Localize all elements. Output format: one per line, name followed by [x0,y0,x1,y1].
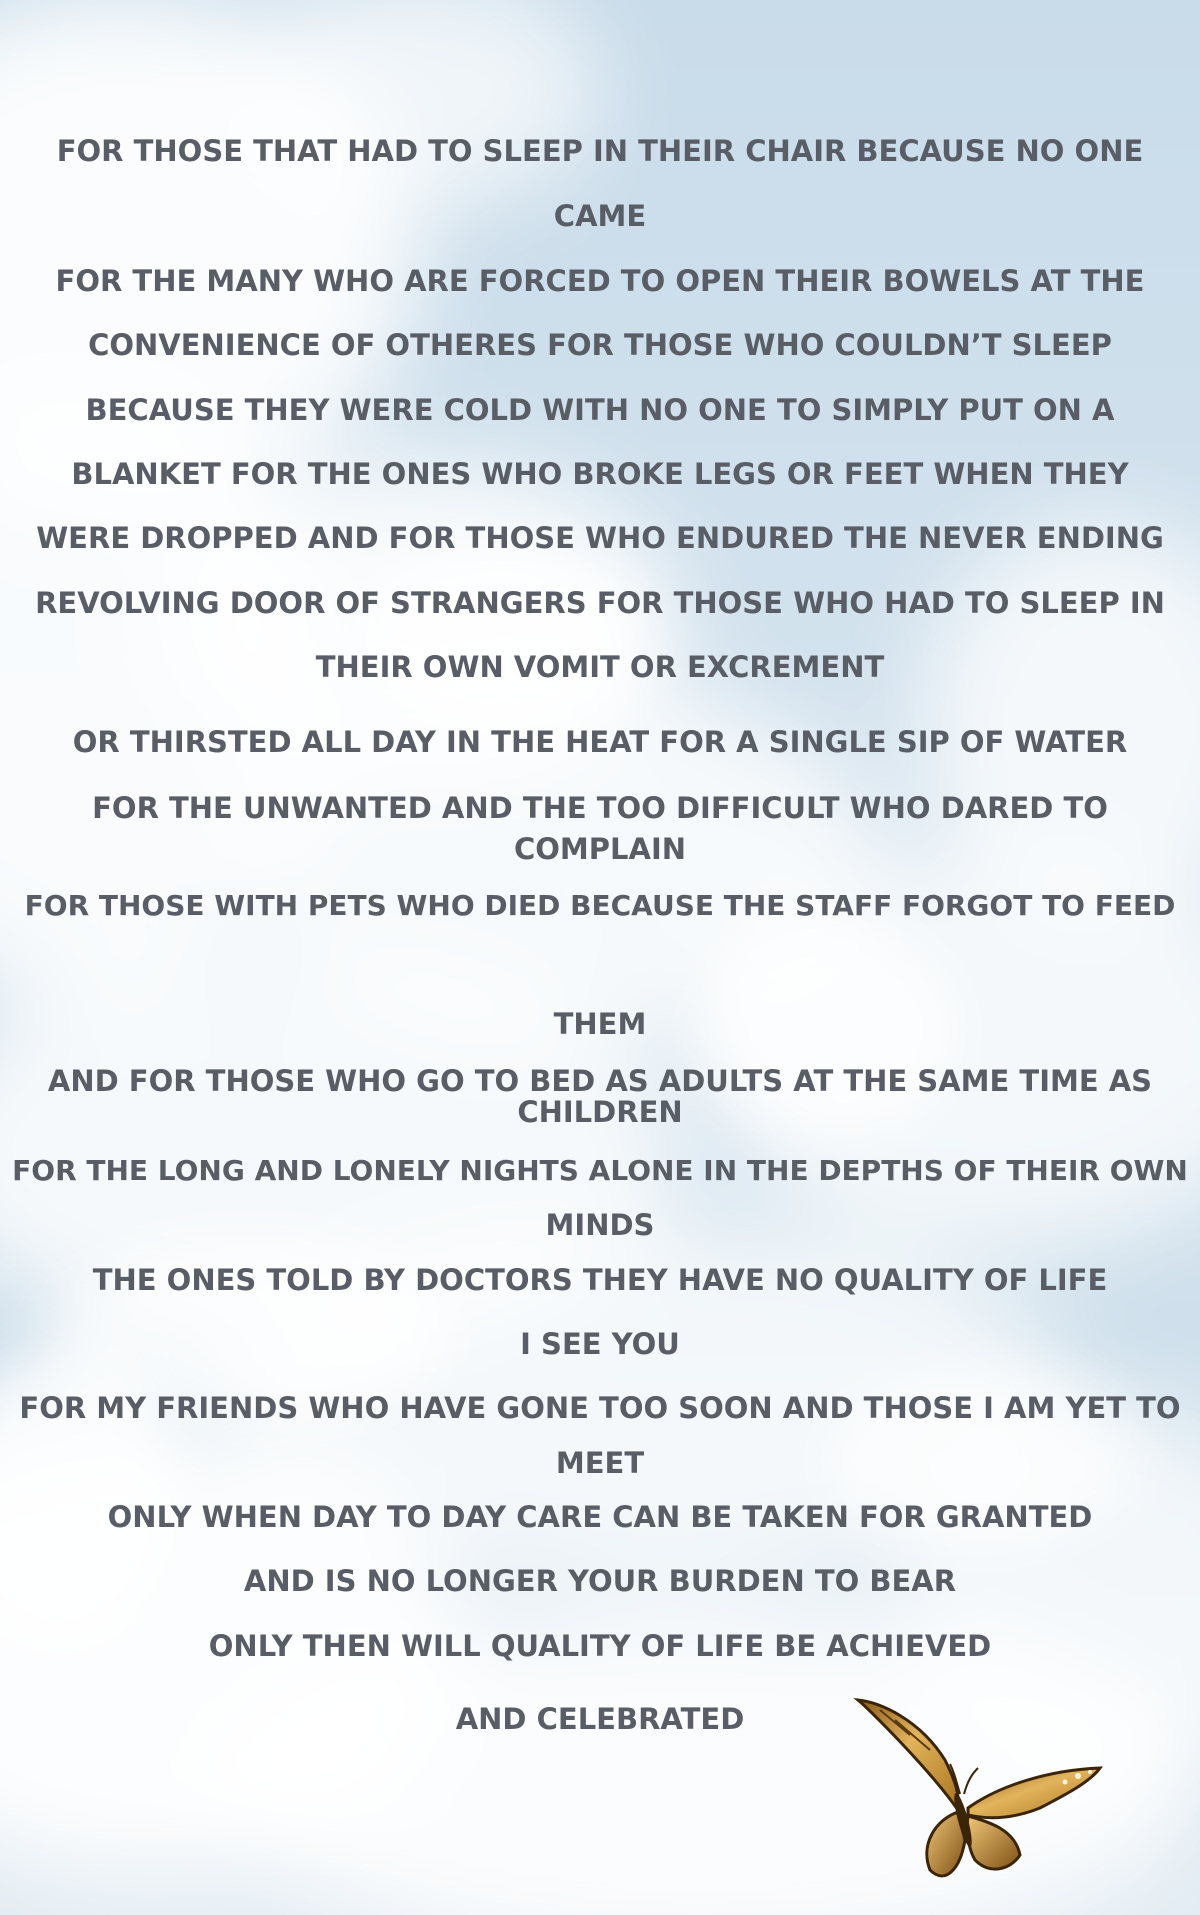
poem-line: COMPLAIN [513,832,687,866]
poem-line: I SEE YOU [520,1327,680,1361]
poem-line: REVOLVING DOOR OF STRANGERS FOR THOSE WHO HAD TO SLEEP IN [35,586,1165,620]
poem-line: ONLY WHEN DAY TO DAY CARE CAN BE TAKEN FOR GRANTED [107,1500,1093,1534]
poem-line: MEET [555,1446,645,1480]
poem-line: THEIR OWN VOMIT OR EXCREMENT [315,650,885,684]
poem-line: FOR THOSE WITH PETS WHO DIED BECAUSE THE STAFF FORGOT TO FEED [24,889,1176,922]
butterfly-icon [850,1690,1110,1890]
poem-line: OR THIRSTED ALL DAY IN THE HEAT FOR A SINGLE SIP OF WATER [72,725,1128,759]
poem-line: BLANKET FOR THE ONES WHO BROKE LEGS OR FEET WHEN THEY [71,457,1129,491]
poem-line: FOR MY FRIENDS WHO HAVE GONE TOO SOON AND THOSE I AM YET TO [19,1391,1181,1425]
poem-line: AND IS NO LONGER YOUR BURDEN TO BEAR [243,1564,957,1598]
poem-line: AND CELEBRATED [455,1702,745,1736]
poem-line: CONVENIENCE OF OTHERES FOR THOSE WHO COULDN’T SLEEP [88,328,1112,362]
poem-line: THEM [553,1007,647,1041]
poem-line: WERE DROPPED AND FOR THOSE WHO ENDURED THE NEVER ENDING [36,521,1164,555]
poem-line: BECAUSE THEY WERE COLD WITH NO ONE TO SIMPLY PUT ON A [85,393,1115,427]
poem-line: AND FOR THOSE WHO GO TO BED AS ADULTS AT THE SAME TIME AS [47,1064,1153,1098]
poem-line: FOR THE LONG AND LONELY NIGHTS ALONE IN THE DEPTHS OF THEIR OWN [12,1154,1188,1187]
poem-line: ONLY THEN WILL QUALITY OF LIFE BE ACHIEVED [208,1629,992,1663]
poem-line: FOR THE MANY WHO ARE FORCED TO OPEN THEIR BOWELS AT THE [55,264,1145,298]
poem-line: FOR THOSE THAT HAD TO SLEEP IN THEIR CHAIR BECAUSE NO ONE [56,134,1144,168]
poem-line: FOR THE UNWANTED AND THE TOO DIFFICULT WHO DARED TO [92,791,1108,825]
poem-line: CHILDREN [517,1095,683,1129]
poem-line: THE ONES TOLD BY DOCTORS THEY HAVE NO QUALITY OF LIFE [92,1263,1108,1297]
poem-line: MINDS [545,1208,655,1242]
poem-line: CAME [553,199,647,233]
